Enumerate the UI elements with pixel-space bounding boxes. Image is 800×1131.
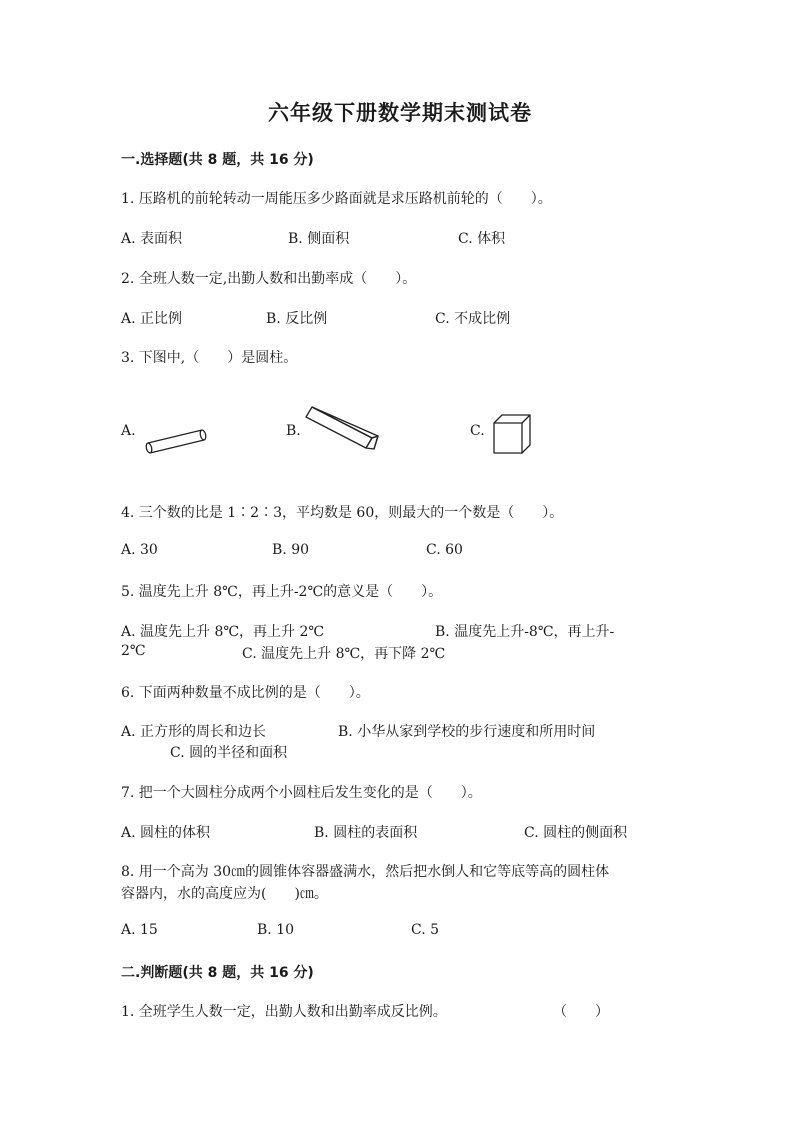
q1-option-a: A. 表面积 — [121, 231, 183, 247]
question-8-line-1: 8. 用一个高为 30㎝的圆锥体容器盛满水，然后把水倒人和它等底等高的圆柱体 — [121, 864, 610, 880]
q4-option-b: B. 90 — [272, 542, 310, 558]
q5-option-b: B. 温度先上升-8℃，再上升- — [435, 624, 615, 640]
q6-option-c: C. 圆的半径和面积 — [170, 745, 288, 761]
q1-option-c: C. 体积 — [458, 231, 506, 247]
q6-option-a: A. 正方形的周长和边长 — [121, 724, 267, 740]
q6-option-b: B. 小华从家到学校的步行速度和所用时间 — [338, 724, 596, 740]
question-2: 2. 全班人数一定,出勤人数和出勤率成（ ）。 — [121, 271, 417, 287]
q8-option-a: A. 15 — [121, 922, 158, 938]
q8-option-c: C. 5 — [411, 922, 440, 938]
q7-option-a: A. 圆柱的体积 — [121, 825, 211, 841]
q2-option-b: B. 反比例 — [266, 311, 328, 327]
q3-option-a: A. — [121, 423, 136, 439]
cube-icon — [491, 412, 533, 456]
q7-option-b: B. 圆柱的表面积 — [314, 825, 418, 841]
q4-option-a: A. 30 — [121, 542, 158, 558]
q2-option-a: A. 正比例 — [121, 311, 183, 327]
q5-option-b-continued: 2℃ — [121, 643, 146, 659]
question-5: 5. 温度先上升 8℃，再上升-2℃的意义是（ ）。 — [121, 584, 443, 600]
question-4: 4. 三个数的比是 1∶2∶3，平均数是 60，则最大的一个数是（ ）。 — [121, 505, 564, 521]
q5-option-a: A. 温度先上升 8℃，再上升 2℃ — [121, 624, 325, 640]
q7-option-c: C. 圆柱的侧面积 — [524, 825, 628, 841]
page-title: 六年级下册数学期末测试卷 — [268, 101, 532, 125]
q5-option-c: C. 温度先上升 8℃，再下降 2℃ — [242, 646, 446, 662]
section-header-true-false: 二.判断题(共 8 题，共 16 分) — [121, 965, 314, 981]
question-7: 7. 把一个大圆柱分成两个小圆柱后发生变化的是（ ）。 — [121, 785, 482, 801]
question-1: 1. 压路机的前轮转动一周能压多少路面就是求压路机前轮的（ ）。 — [121, 191, 552, 207]
q2-option-c: C. 不成比例 — [435, 311, 511, 327]
question-8-line-2: 容器内，水的高度应为( )㎝。 — [121, 886, 328, 902]
q8-option-b: B. 10 — [257, 922, 295, 938]
q1-option-b: B. 侧面积 — [288, 231, 350, 247]
tf-question-1-answer-blank[interactable]: （ ） — [553, 1004, 609, 1020]
section-header-choice: 一.选择题(共 8 题，共 16 分) — [121, 152, 314, 168]
q4-option-c: C. 60 — [426, 542, 463, 558]
prism-icon — [302, 404, 382, 456]
question-6: 6. 下面两种数量不成比例的是（ ）。 — [121, 685, 370, 701]
question-3: 3. 下图中,（ ）是圆柱。 — [121, 350, 298, 366]
cylinder-icon — [140, 428, 212, 458]
q3-option-c: C. — [470, 423, 485, 439]
q3-option-b: B. — [286, 423, 301, 439]
tf-question-1: 1. 全班学生人数一定，出勤人数和出勤率成反比例。 — [121, 1004, 447, 1020]
